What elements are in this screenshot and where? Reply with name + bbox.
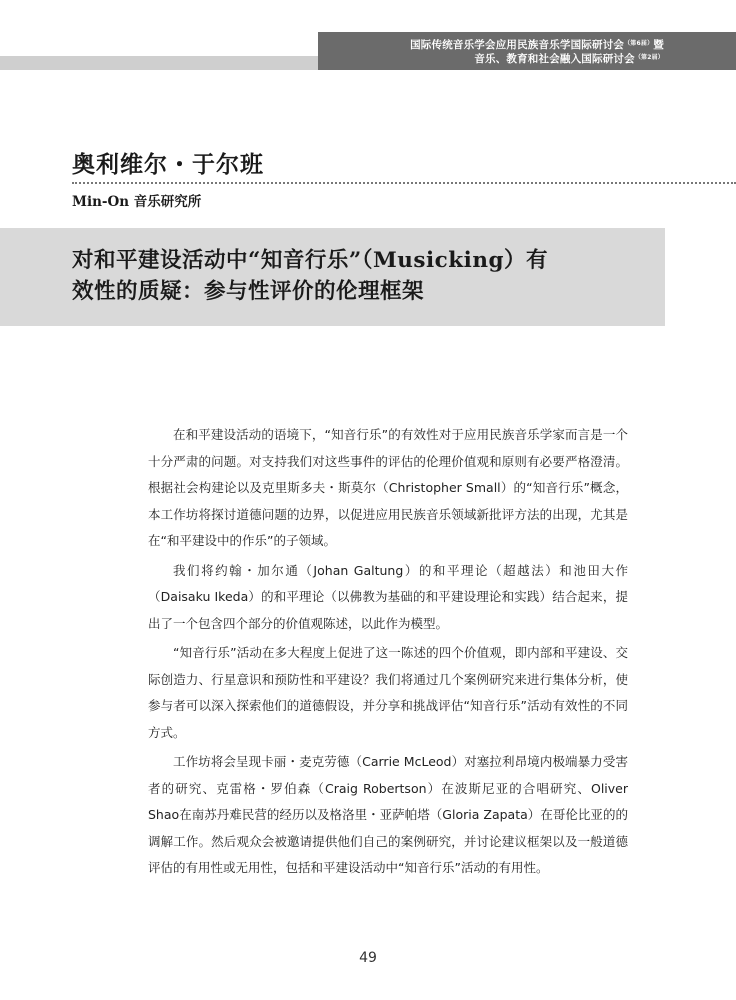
title-line-1: 对和平建设活动中“知音行乐”（Musicking）有 bbox=[72, 248, 549, 273]
article-title bbox=[72, 245, 652, 307]
paragraph: “知音行乐”活动在多大程度上促进了这一陈述的四个价值观，即内部和平建设、交际创造力、行星意识和预防性和平建设？我们将通过几个案例研究来进行集体分析，使参与者可以深入探索他们的道德假设，并分享和挑战评估“知音行乐”活动有效性的不同方式。 bbox=[148, 645, 628, 740]
conference-header bbox=[410, 38, 664, 66]
abstract-body bbox=[148, 422, 628, 885]
dotted-divider bbox=[72, 182, 736, 184]
paragraph: 在和平建设活动的语境下，“知音行乐”的有效性对于应用民族音乐学家而言是一个十分严肃的问题。对支持我们对这些事件的评估的伦理价值观和原则有必要严格澄清。根据社会构建论以及克里斯多夫・斯莫尔（Christopher Small）的“知音行乐”概念，本工作坊将探讨道德问题的边界，以促进应用民族音乐领域新批评方法的出现，尤其是在“和平建设中的作乐”的子领域。 bbox=[148, 427, 628, 548]
paragraph: 我们将约翰・加尔通（Johan Galtung）的和平理论（超越法）和池田大作（Daisaku Ikeda）的和平理论（以佛教为基础的和平建设理论和实践）结合起来，提出了一个包含四个部分的价值观陈述，以此作为模型。 bbox=[148, 562, 628, 631]
conference-header-line2: 音乐、教育和社会融入国际研讨会$^{(第2届)}$ bbox=[474, 53, 664, 65]
header-band-light bbox=[0, 56, 365, 70]
author-affiliation: Min-On 音乐研究所 bbox=[72, 194, 202, 210]
conference-header-line1: 国际传统音乐学会应用民族音乐学国际研讨会$^{(第6届)}$暨 bbox=[410, 39, 664, 51]
page-number: 49 bbox=[359, 950, 377, 966]
title-line-2: 效性的质疑：参与性评价的伦理框架 bbox=[72, 279, 425, 304]
paragraph: 工作坊将会呈现卡丽・麦克劳德（Carrie McLeod）对塞拉利昂境内极端暴力受害者的研究、克雷格・罗伯森（Craig Robertson）在波斯尼亚的合唱研究、Oliver Shao在南苏丹难民营的经历以及格洛里・亚萨帕塔（Gloria Zapata）在哥伦比亚的的调解工作。然后观众会被邀请提供他们自己的案例研究，并讨论建议框架以及一般道德评估的有用性或无用性，包括和平建设活动中“知音行乐”活动的有用性。 bbox=[148, 754, 628, 875]
author-name: 奥利维尔・于尔班 bbox=[72, 151, 264, 178]
